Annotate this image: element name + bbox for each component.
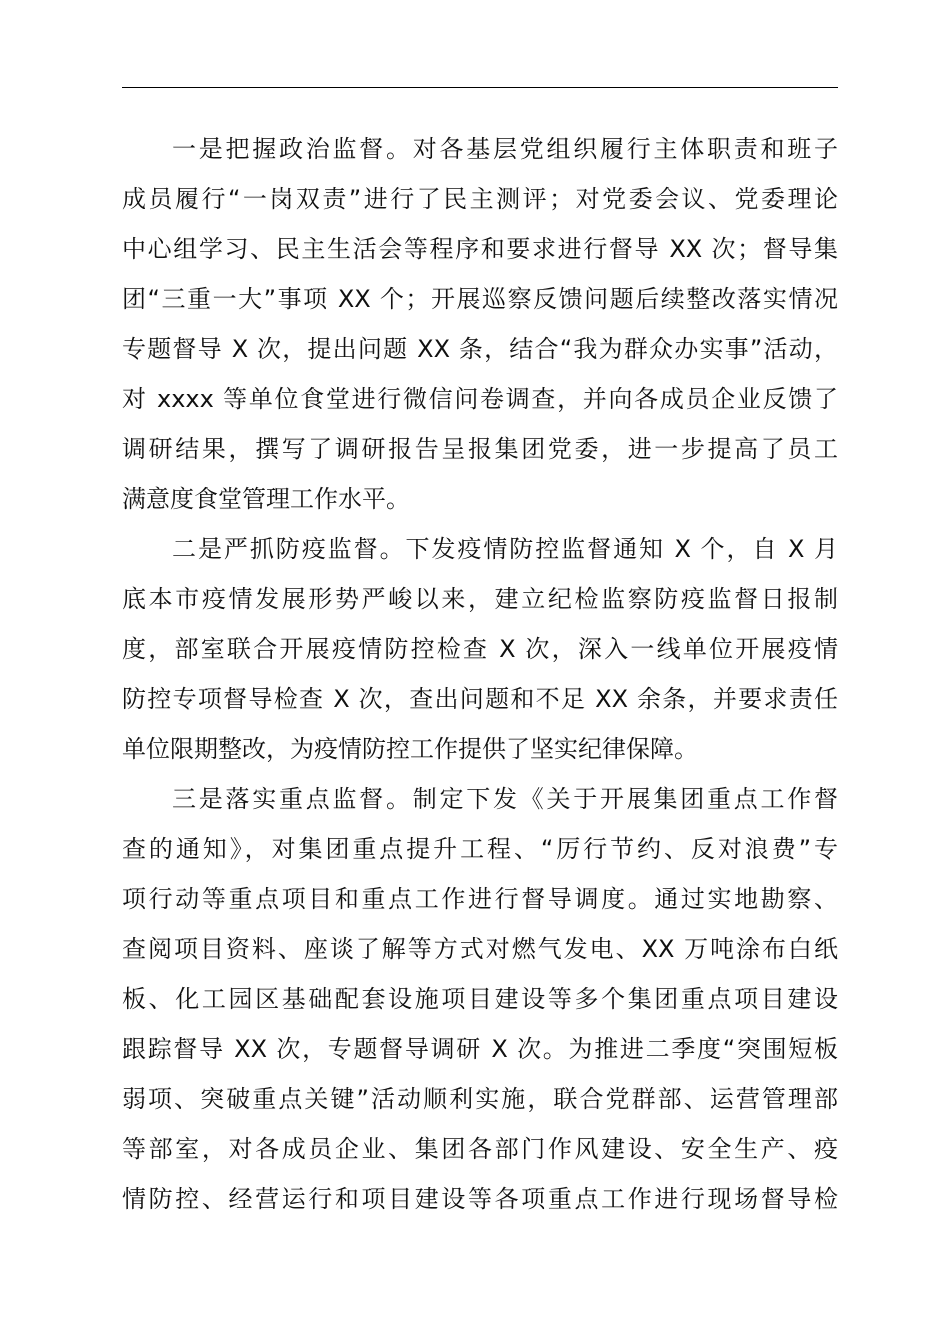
text-line: 查的通知》，对集团重点提升工程、“厉行节约、反对浪费”专 (122, 835, 838, 863)
text-line: 二是严抓防疫监督。下发疫情防控监督通知 X 个，自 X 月 (172, 535, 838, 563)
document-body (122, 124, 838, 1224)
text-line: 团“三重一大”事项 XX 个；开展巡察反馈问题后续整改落实情况 (122, 285, 838, 313)
text-line: 防控专项督导检查 X 次，查出问题和不足 XX 余条，并要求责任 (122, 685, 838, 713)
text-line: 专题督导 X 次，提出问题 XX 条，结合“我为群众办实事”活动， (122, 335, 838, 363)
text-line: 调研结果，撰写了调研报告呈报集团党委，进一步提高了员工 (122, 435, 838, 463)
text-line: 情防控、经营运行和项目建设等各项重点工作进行现场督导检 (122, 1185, 838, 1213)
text-line: 满意度食堂管理工作水平。 (122, 485, 410, 513)
text-line: 等部室，对各成员企业、集团各部门作风建设、安全生产、疫 (122, 1135, 838, 1163)
text-line: 单位限期整改，为疫情防控工作提供了坚实纪律保障。 (122, 735, 698, 763)
text-line: 成员履行“一岗双责”进行了民主测评；对党委会议、党委理论 (122, 185, 838, 213)
text-line: 三是落实重点监督。制定下发《关于开展集团重点工作督 (172, 785, 838, 813)
text-line: 弱项、突破重点关键”活动顺利实施，联合党群部、运营管理部 (122, 1085, 838, 1113)
text-line: 项行动等重点项目和重点工作进行督导调度。通过实地勘察、 (122, 885, 838, 913)
paragraph-epidemic-supervision (122, 524, 838, 774)
text-line: 底本市疫情发展形势严峻以来，建立纪检监察防疫监督日报制 (122, 585, 838, 613)
text-line: 跟踪督导 XX 次，专题督导调研 X 次。为推进二季度“突围短板 (122, 1035, 838, 1063)
header-rule (122, 87, 838, 88)
text-line: 度，部室联合开展疫情防控检查 X 次，深入一线单位开展疫情 (122, 635, 838, 663)
text-line: 对 xxxx 等单位食堂进行微信问卷调查，并向各成员企业反馈了 (122, 385, 838, 413)
text-line: 中心组学习、民主生活会等程序和要求进行督导 XX 次；督导集 (122, 235, 838, 263)
paragraph-political-supervision (122, 124, 838, 524)
text-line: 查阅项目资料、座谈了解等方式对燃气发电、XX 万吨涂布白纸 (122, 935, 838, 963)
text-line: 一是把握政治监督。对各基层党组织履行主体职责和班子 (172, 135, 838, 163)
text-line: 板、化工园区基础配套设施项目建设等多个集团重点项目建设 (122, 985, 838, 1013)
paragraph-key-supervision (122, 774, 838, 1224)
